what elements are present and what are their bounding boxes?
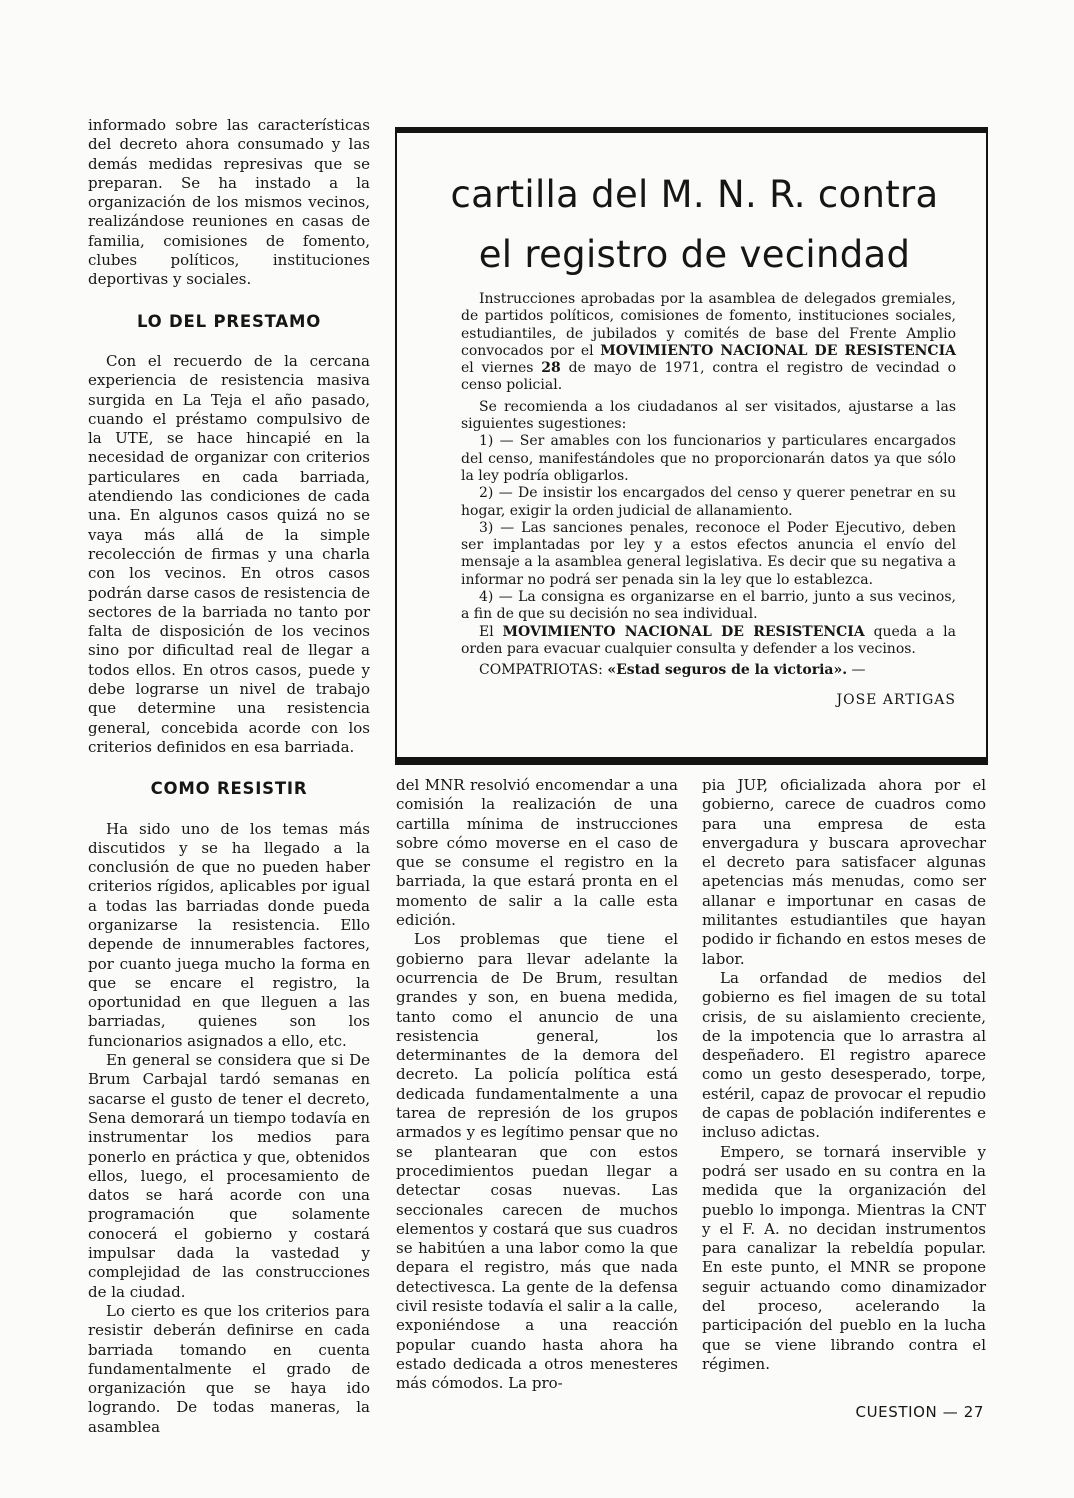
box-intro-text-a: Instrucciones aprobadas por la asamblea de delegados gremiales, de partidos políticos, comisiones de fomento, instituciones sociales, estudiantiles, de jubilados y comités de base del Frente Amplio convocados por el	[461, 291, 956, 359]
box-title	[433, 165, 956, 285]
box-closing-paragraph	[461, 624, 956, 659]
box-body	[461, 291, 956, 709]
box-recommendation: Se recomienda a los ciudadanos al ser visitados, ajustarse a las siguientes sugestiones:	[461, 398, 956, 433]
resistir-paragraph-1: Ha sido uno de los temas más discutidos y se ha llegado a la conclusión de que no pueden haber criterios rígidos, aplicables por igual a todas las barriadas donde pueda organizarse la resistencia. Ello depende de innumerables factores, por cuanto juega mucho la forma en que se encare el registro, la oportunidad en que lleguen a las barriadas, quienes son los funcionarios asignados a ello, etc.	[88, 819, 370, 1050]
box-intro-bold-mnr: MOVIMIENTO NACIONAL DE RESISTENCIA	[600, 342, 956, 359]
box-signature: JOSE ARTIGAS	[836, 691, 956, 708]
box-compatriotas-line	[461, 662, 956, 679]
box-compatriotas-label: COMPATRIOTAS:	[479, 662, 608, 679]
section-heading-prestamo: LO DEL PRESTAMO	[136, 311, 322, 331]
box-item-4: 4) — La consigna es organizarse en el barrio, junto a sus vecinos, a fin de que su decisión no sea individual.	[461, 589, 956, 623]
left-column	[88, 116, 370, 1437]
middle-column	[396, 776, 678, 1394]
box-compatriotas-quote: «Estad seguros de la victoria».	[607, 662, 848, 679]
box-intro-bold-date: 28	[541, 360, 561, 377]
section-heading-resistir: COMO RESISTIR	[150, 779, 308, 799]
box-closing-text-a: El	[479, 623, 503, 640]
intro-paragraph: informado sobre las características del decreto ahora consumado y las demás medidas represivas que se preparan. Se ha instado a la organización de los mismos vecinos, realizándose reuniones en casas de familia, comisiones de fomento, clubes políticos, instituciones deportivas y sociales.	[88, 116, 370, 289]
box-intro-text-c: de mayo de 1971, contra el registro de vecindad o censo policial.	[461, 360, 957, 394]
box-closing-bold: MOVIMIENTO NACIONAL DE RESISTENCIA	[502, 623, 865, 640]
box-compatriotas-dash: —	[847, 662, 866, 679]
right-paragraph-1: pia JUP, oficializada ahora por el gobierno, carece de cuadros como para una empresa de esta envergadura y buscara aprovechar el decreto para satisfacer algunas apetencias más menudas, como ser allanar e importunar en casas de militantes estudiantiles que hayan podido ir fichando en estos meses de labor.	[702, 776, 986, 968]
box-title-line-2: el registro de vecindad	[478, 233, 911, 276]
box-item-1: 1) — Ser amables con los funcionarios y particulares encargados del censo, manifestándoles que no proporcionarán datos ya que sólo la ley podría obligarlos.	[461, 433, 956, 484]
box-intro-text-b: el viernes	[461, 360, 542, 377]
prestamo-paragraph: Con el recuerdo de la cercana experiencia de resistencia masiva surgida en La Teja el año pasado, cuando el préstamo compulsivo de la UTE, se hace hincapié en la necesidad de organizar con criterios particulares en cada barriada, atendiendo las condiciones de cada una. En algunos casos quizá no se vaya más allá de la simple recolección de firmas y una charla con los vecinos. En otros casos podrán darse casos de resistencia de sectores de la barriada no tanto por falta de disposición de los vecinos sino por dificultad real de llegar a todos ellos. En otros casos, puede y debe lograrse un nivel de trabajo que determine una resistencia general, concebida acorde con los criterios definidos en esa barriada.	[88, 351, 370, 756]
middle-paragraph-1: del MNR resolvió encomendar a una comisión la realización de una cartilla mínima de instrucciones sobre cómo moverse en el caso de que se consume el registro en la barriada, la que estará pronta en el momento de salir a la calle esta edición.	[396, 776, 678, 930]
middle-paragraph-2: Los problemas que tiene el gobierno para llevar adelante la ocurrencia de De Brum, resultan grandes y son, en buena medida, tanto como el anuncio de una resistencia general, los determinantes de la demora del decreto. La policía política está dedicada fundamentalmente a una tarea de represión de los grupos armados y es legítimo pensar que no se plantearan que con estos procedimientos puedan llegar a detectar cosas nuevas. Las seccionales carecen de muchos elementos y costará que sus cuadros se habitúen a una labor como la que depara el registro, más que nada detectivesca. La gente de la defensa civil resiste todavía el salir a la calle, exponiéndose a una reacción popular cuando hasta ahora ha estado dedicada a otros menesteres más cómodos. La pro-	[396, 930, 678, 1393]
right-column	[702, 776, 986, 1374]
box-item-3: 3) — Las sanciones penales, reconoce el Poder Ejecutivo, deben ser implantadas por ley y a estos efectos anuncia el envío del mensaje a la asamblea general legislativa. Es decir que su negativa a informar no podrá ser penada sin la ley que lo establezca.	[461, 519, 956, 588]
box-closing-text-b: queda a la orden para evacuar cualquier consulta y defender a los vecinos.	[461, 623, 956, 657]
resistir-paragraph-2: En general se considera que si De Brum Carbajal tardó semanas en sacarse el gusto de tener el decreto, Sena demorará un tiempo todavía en instrumentar los medios para ponerlo en práctica y que, obtenidos ellos, luego, el procesamiento de datos se hará acorde con una programación que solamente conocerá el gobierno y costará impulsar dada la vastedad y complejidad de las construcciones de la ciudad.	[88, 1051, 370, 1301]
box-intro-paragraph	[461, 291, 956, 395]
cartilla-box	[395, 127, 988, 765]
right-paragraph-3: Empero, se tornará inservible y podrá ser usado en su contra en la medida que la organización del pueblo lo imponga. Mientras la CNT y el F. A. no decidan instrumentos para canalizar la rebeldía popular. En este punto, el MNR se propone seguir actuando como dinamizador del proceso, acelerando la participación del pueblo en la lucha que se viene librando contra el régimen.	[702, 1142, 986, 1373]
box-title-line-1: cartilla del M. N. R. contra	[450, 173, 939, 216]
resistir-paragraph-3: Lo cierto es que los criterios para resistir deberán definirse en cada barriada tomando en cuenta fundamentalmente el grado de organización que se haya ido logrando. De todas maneras, la asamblea	[88, 1301, 370, 1436]
right-paragraph-2: La orfandad de medios del gobierno es fiel imagen de su total crisis, de su aislamiento creciente, de la impotencia que lo arrastra al despeñadero. El registro aparece como un gesto desesperado, torpe, estéril, capaz de provocar el repudio de capas de población indiferentes e incluso adictas.	[702, 968, 986, 1142]
page-footer: CUESTION — 27	[855, 1403, 984, 1421]
box-item-2: 2) — De insistir los encargados del censo y querer penetrar en su hogar, exigir la orden judicial de allanamiento.	[461, 485, 956, 519]
